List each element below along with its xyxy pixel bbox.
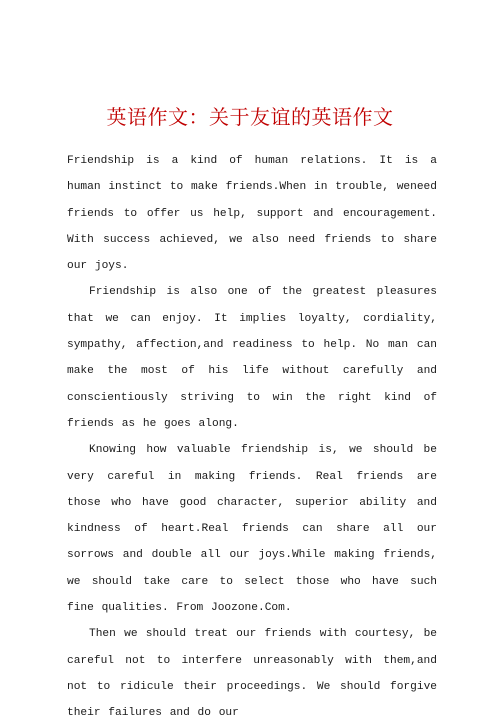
paragraph-4: Then we should treat our friends with courtesy, be careful not to interfere unreasonably with them,and not to ridicule their proceedings. We should forgive their failures and do our (67, 628, 437, 720)
document-title: 英语作文：关于友谊的英语作文 (106, 105, 394, 129)
document-body (67, 148, 437, 727)
paragraph-1: Friendship is a kind of human relations. It is a human instinct to make friends.When in trouble, weneed friends to offer us help, support and encouragement. With success achieved, we also need friends to share our joys. (67, 155, 437, 273)
paragraph-2: Friendship is also one of the greatest pleasures that we can enjoy. It implies loyalty, cordiality, sympathy, affection,and readiness to help. No man can make the most of his life without carefully and conscientiously striving to win the right kind of friends as he goes along. (67, 286, 437, 430)
paragraph-3: Knowing how valuable friendship is, we should be very careful in making friends. Real friends are those who have good character, superior ability and kindness of heart.Real friends can share all our sorrows and double all our joys.While making friends, we should take care to select those who have such fine qualities. From Joozone.Com. (67, 444, 437, 615)
